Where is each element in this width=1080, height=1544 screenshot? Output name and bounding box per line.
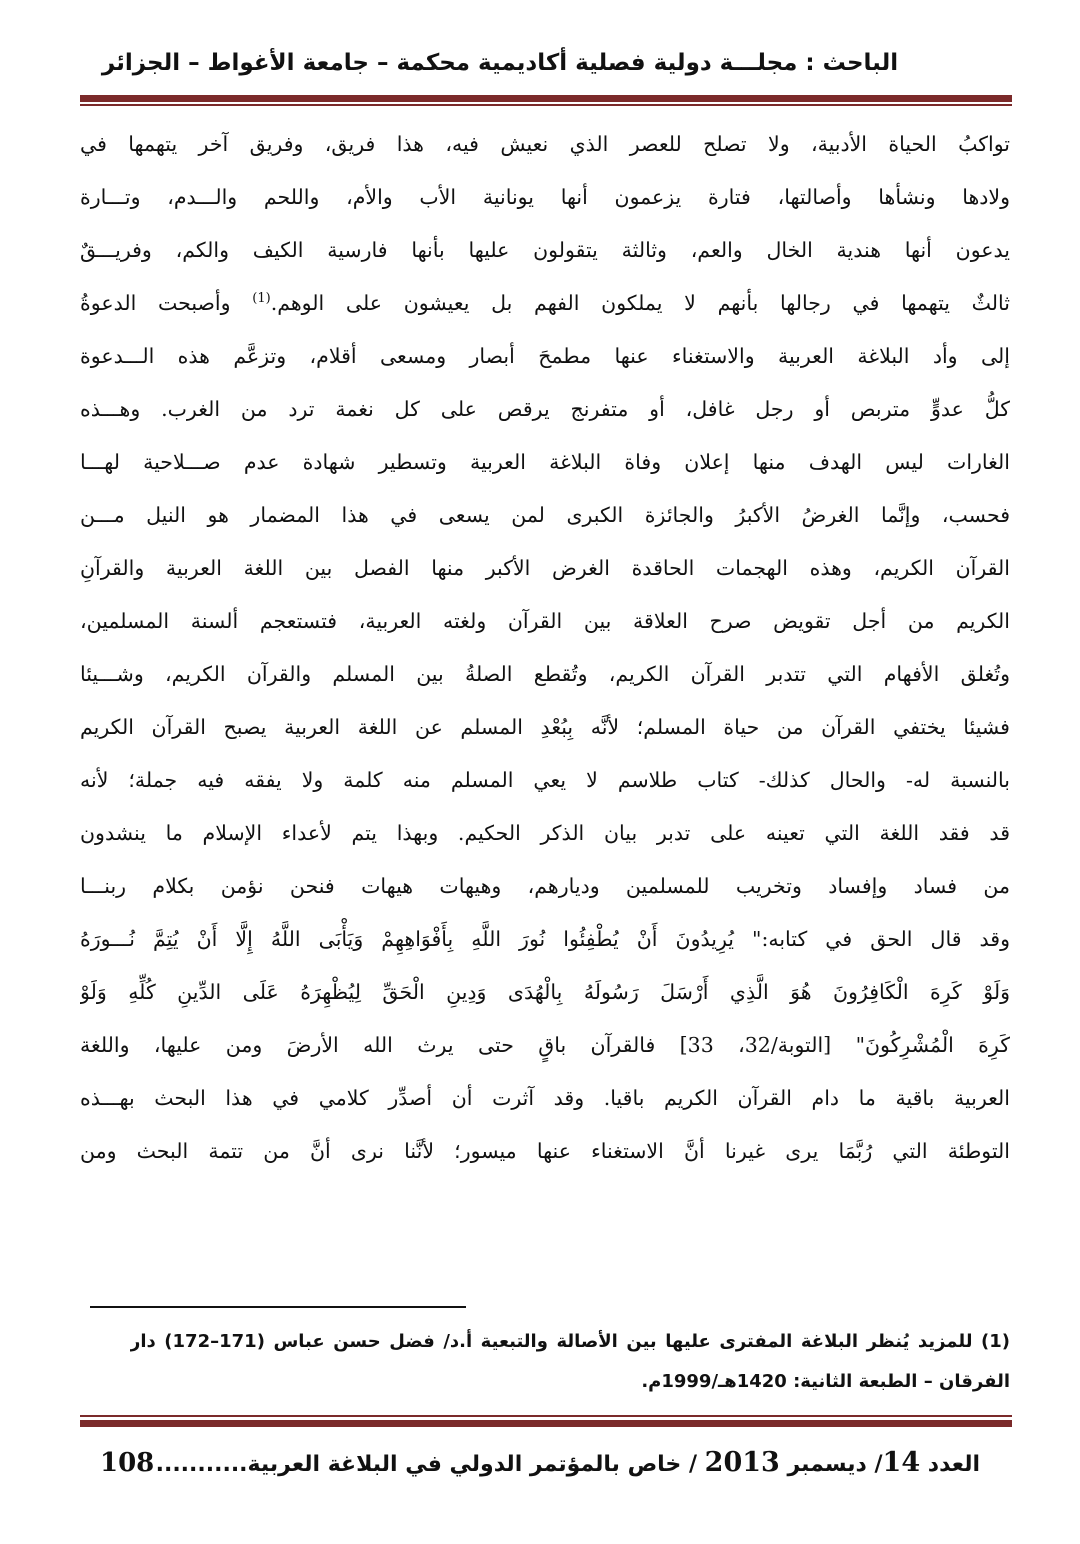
body-line-4-continuation: وأصبحت الدعوةُ bbox=[80, 291, 231, 315]
body-line-6: كلُّ عدوٍّ متربص أو رجل غافل، أو متفرنج يرقص على كل نغمة ترد من الغرب. وهـــذه bbox=[80, 397, 1010, 421]
footnote bbox=[130, 1322, 1010, 1402]
footer-special-issue: / خاص بالمؤتمر الدولي في البلاغة العربية bbox=[247, 1452, 697, 1477]
body-line-11: وتُغلق الأفهام التي تتدبر القرآن الكريم، وتُقطع الصلةُ بين المسلم والقرآن الكريم، وشـــيئا bbox=[80, 662, 1010, 686]
journal-footer bbox=[100, 1438, 980, 1488]
footer-rule-thick bbox=[80, 1420, 1012, 1427]
body-line-18: كَرِهَ الْمُشْرِكُونَ" [التوبة/32، 33] فالقرآن باقٍ حتى يرث الله الأرضَ ومن عليها، واللغة bbox=[80, 1033, 1010, 1057]
footnote-reference[interactable]: (1) bbox=[252, 291, 271, 307]
body-line-1: تواكبُ الحياة الأدبية، ولا تصلح للعصر الذي نعيش فيه، هذا فريق، وفريق آخر يتهمها في bbox=[80, 132, 1010, 156]
footer-issue-number: 14 bbox=[882, 1447, 921, 1478]
footer-month: / ديسمبر bbox=[787, 1452, 883, 1477]
body-line-20: التوطئة التي رُبَّمَا يرى غيرنا أنَّ الاستغناء عنها ميسور؛ لأنَّنا نرى أنَّ من تتمة البحث ومن bbox=[80, 1139, 1010, 1163]
body-line-5: إلى وأد البلاغة العربية والاستغناء عنها مطمحَ أبصار ومسعى أقلام، وتزعَّم هذه الـــدعوة bbox=[80, 344, 1010, 368]
body-line-14: قد فقد اللغة التي تعينه على تدبر بيان الذكر الحكيم. وبهذا يتم لأعداء الإسلام ما ينشدون bbox=[80, 821, 1010, 845]
article-body bbox=[80, 118, 1010, 1283]
body-line-21 bbox=[80, 1178, 1010, 1231]
footnote-line-2: الفرقان – الطبعة الثانية: 1420هـ/1999م. bbox=[641, 1371, 1010, 1392]
body-line-9: القرآن الكريم، وهذه الهجمات الحاقدة الغرض الأكبر منها الفصل بين اللغة العربية والقرآنِ bbox=[80, 556, 1010, 580]
footer-year: 2013 bbox=[704, 1447, 780, 1478]
body-line-17: وَلَوْ كَرِهَ الْكَافِرُونَ هُوَ الَّذِي أَرْسَلَ رَسُولَهُ بِالْهُدَى وَدِينِ الْحَقِّ لِيُظْهِرَهُ عَلَى الدِّينِ كُلِّهِ وَلَوْ bbox=[80, 980, 1010, 1004]
body-line-4-text: ثالثٌ يتهمها في رجالها بأنهم لا يملكون الفهم بل يعيشون على الوهم. bbox=[270, 291, 1010, 315]
body-line-2: ولادها ونشأها وأصالتها، فتارة يزعمون أنها يونانية الأب والأم، واللحم والـــدم، وتـــارة bbox=[80, 185, 1010, 209]
body-line-12: فشيئا يختفي القرآن من حياة المسلم؛ لأنَّه بِبُعْدِ المسلم عن اللغة العربية يصبح القرآن الكريم bbox=[80, 715, 1010, 739]
body-line-8: فحسب، وإنَّما الغرضُ الأكبرُ والجائزة الكبرى لمن يسعى في هذا المضمار هو النيل مـــن bbox=[80, 503, 1010, 527]
body-line-15: من فساد وإفساد وتخريب للمسلمين وديارهم، وهيهات هيهات فنحن نؤمن بكلام ربنـــا bbox=[80, 874, 1010, 898]
footer-dots: ........... bbox=[155, 1452, 248, 1477]
footnote-number: (1) bbox=[981, 1331, 1010, 1352]
header-rule-thick bbox=[80, 95, 1012, 102]
header-rule-thin bbox=[80, 104, 1012, 106]
body-line-19: العربية باقية ما دام القرآن الكريم باقيا. وقد آثرت أن أصدِّر كلامي في هذا البحث بهـــذه bbox=[80, 1086, 1010, 1110]
body-line-13: بالنسبة له- والحال كذلك- كتاب طلاسم لا يعي المسلم منه كلمة ولا يفقه فيه جملة؛ لأنه bbox=[80, 768, 1010, 792]
body-line-10: الكريم من أجل تقويض صرح العلاقة بين القرآن ولغته العربية، فتستعجم ألسنة المسلمين، bbox=[80, 609, 1010, 633]
page-number: 108 bbox=[100, 1448, 155, 1478]
footnote-separator bbox=[90, 1306, 466, 1308]
footnote-text-1: للمزيد يُنظر البلاغة المفترى عليها بين الأصالة والتبعية أ.د/ فضل حسن عباس (171–172) دار bbox=[130, 1331, 973, 1352]
body-line-3: يدعون أنها هندية الخال والعم، وثالثة يتقولون عليها بأنها فارسية الكيف والكم، وفريـــقٌ bbox=[80, 238, 1010, 262]
footnote-line-1 bbox=[130, 1322, 1010, 1362]
body-line-7: الغارات ليس الهدف منها إعلان وفاة البلاغة العربية وتسطير شهادة عدم صـــلاحية لهـــا bbox=[80, 450, 1010, 474]
journal-header-title: الباحث : مجلـــة دولية فصلية أكاديمية محكمة – جامعة الأغواط – الجزائر bbox=[101, 50, 899, 76]
footer-issue-label: العدد bbox=[927, 1452, 980, 1477]
footer-rule-thin bbox=[80, 1415, 1012, 1417]
body-line-16: وقد قال الحق في كتابه:" يُرِيدُونَ أَنْ يُطْفِئُوا نُورَ اللَّهِ بِأَفْوَاهِهِمْ وَيَأْبَى اللَّهُ إِلَّا أَنْ يُتِمَّ نُـــورَهُ bbox=[80, 927, 1010, 951]
body-line-4 bbox=[80, 277, 1010, 330]
